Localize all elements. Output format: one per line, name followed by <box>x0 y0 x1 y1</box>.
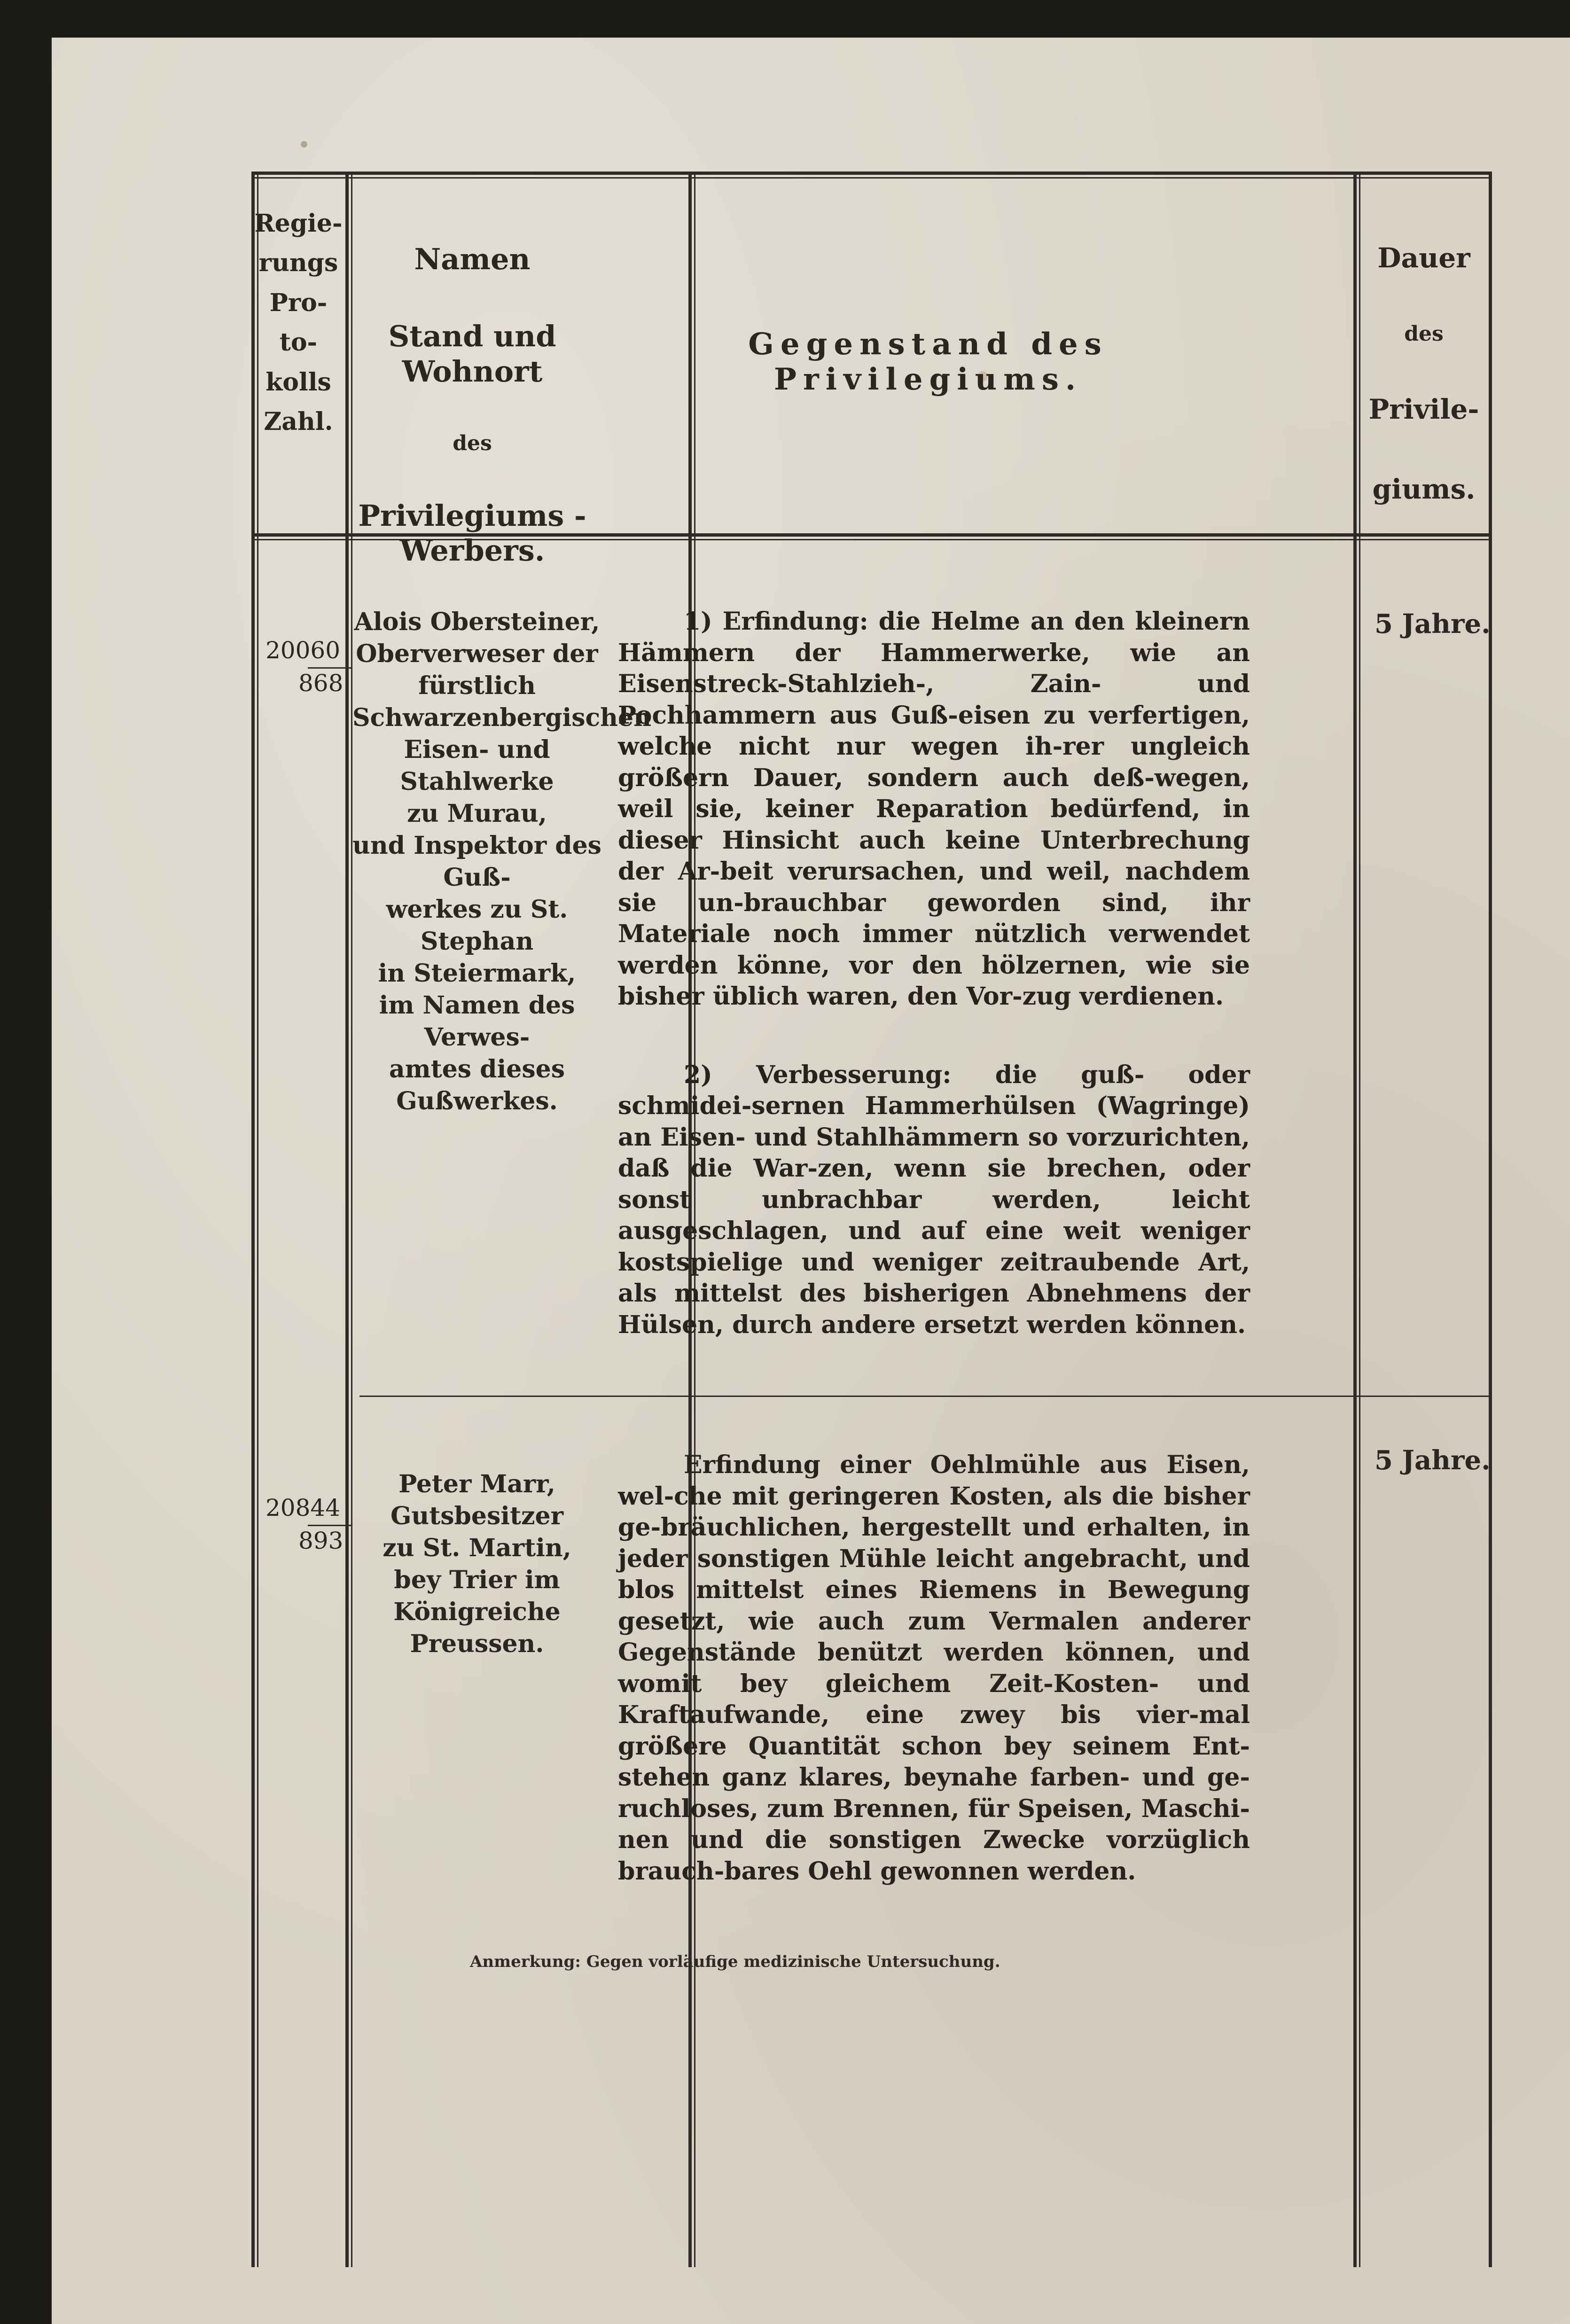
footnote: Anmerkung: Gegen vorläufige medizinische Untersuchung. <box>470 1952 1000 1971</box>
applicant-line: im Namen des Verwes- <box>379 991 575 1052</box>
header-line: Pro- <box>269 288 328 317</box>
table-left-rule-inner <box>257 172 258 2267</box>
applicant-line: in Steiermark, <box>378 959 576 988</box>
header-applicant <box>350 242 594 611</box>
applicant-line: zu St. Martin, <box>383 1534 571 1562</box>
header-line: Regie- <box>254 209 343 238</box>
applicant-line: zu Murau, <box>407 799 547 828</box>
header-line: giums. <box>1372 473 1476 505</box>
applicant-line: werkes zu St. Stephan <box>386 895 568 956</box>
header-line: rungs <box>258 249 338 278</box>
privilege-description <box>618 606 1250 1341</box>
number-separator <box>308 667 352 669</box>
header-subject: Gegenstand des Privilegiums. <box>748 327 1108 397</box>
applicant-line: und Inspektor des Guß- <box>352 831 601 892</box>
applicant-line: Eisen- und Stahlwerke <box>400 735 554 796</box>
header-line: Stand und Wohnort <box>388 319 556 389</box>
applicant-line: Preussen. <box>410 1630 544 1658</box>
header-line: kolls <box>266 367 331 397</box>
applicant-line: Oberverweser der fürstlich <box>356 639 598 700</box>
description-paragraph: 1) Erfindung: die Helme an den kleinern Hämmern der Hammerwerke, wie an Eisenstreck-Stahlzieh-, Zain- und Pochhammern aus Guß-eisen zu verfertigen, welche nicht nur wegen ih-rer ungleich größern Dauer, sondern auch deß-wegen, weil sie, keiner Reparation bedürfend, in dieser Hinsicht auch keine Unterbrechung der Ar-beit verursachen, und weil, nachdem sie un-brauchbar geworden sind, ihr Materiale noch immer nützlich verwendet werden könne, vor den hölzernen, wie sie bisher üblich waren, den Vor-zug verdienen. <box>618 607 1250 1011</box>
header-line: Privilegiums - Werbers. <box>358 498 586 568</box>
registry-number: 868 <box>298 670 344 697</box>
stain <box>301 141 307 148</box>
table-top-rule-inner <box>251 177 1492 179</box>
table-left-rule <box>251 172 255 2267</box>
description-paragraph: Erfindung einer Oehlmühle aus Eisen, wel-che mit geringeren Kosten, als die bisher ge-bräuchlichen, hergestellt und erhalten, in jeder sonstigen Mühle leicht angebracht, und blos mittelst eines Riemens in Bewegung gesetzt, wie auch zum Vermalen anderer Gegenstände benützt werden können, und womit bey gleichem Zeit-Kosten- und Kraftaufwande, eine zwey bis vier-mal größere Quantität schon bey seinem Ent-stehen ganz klares, beynahe farben- und ge-ruchloses, zum Brennen, für Speisen, Maschi-nen und die sonstigen Zwecke vorzüglich brauch-bares Oehl gewonnen werden. <box>618 1451 1250 1886</box>
applicant-line: amtes dieses Gußwerkes. <box>389 1055 565 1115</box>
applicant-line: Peter Marr, <box>398 1470 555 1498</box>
header-line: Privile- <box>1368 393 1479 426</box>
row-divider <box>359 1396 1492 1397</box>
applicant-details <box>352 1468 601 1660</box>
privilege-duration: 5 Jahre. <box>1375 608 1491 639</box>
header-line: Namen <box>414 242 531 276</box>
applicant-line: bey Trier im Königreiche <box>393 1566 561 1626</box>
privilege-duration: 5 Jahre. <box>1375 1445 1491 1476</box>
header-line: des <box>453 431 492 456</box>
applicant-line: Schwarzenbergischen <box>352 703 651 732</box>
header-protocol-number <box>251 209 345 447</box>
applicant-details <box>352 606 651 1117</box>
table-top-rule <box>251 172 1492 175</box>
privilege-description <box>618 1450 1250 1887</box>
number-separator <box>308 1525 352 1526</box>
col1-divider <box>345 172 349 2267</box>
header-line: des <box>1404 321 1444 346</box>
applicant-line: Alois Obersteiner, <box>354 608 600 636</box>
header-line: to- <box>279 328 318 357</box>
protocol-number: 20060 <box>266 637 341 664</box>
protocol-number: 20844 <box>266 1494 341 1521</box>
header-line: Zahl. <box>264 407 333 436</box>
applicant-line: Gutsbesitzer <box>390 1502 563 1530</box>
registry-number: 893 <box>298 1527 344 1554</box>
header-line: Dauer <box>1377 242 1470 274</box>
header-duration <box>1356 242 1492 553</box>
description-paragraph: 2) Verbesserung: die guß- oder schmidei-sernen Hammerhülsen (Wagringe) an Eisen- und Stahlhämmern so vorzurichten, daß die War-zen, wenn sie brechen, oder sonst unbrachbar werden, leicht ausgeschlagen, und auf eine weit weniger kostspielige und weniger zeitraubende Art, als mittelst des bisherigen Abnehmens der Hülsen, durch andere ersetzt werden können. <box>618 1060 1250 1339</box>
